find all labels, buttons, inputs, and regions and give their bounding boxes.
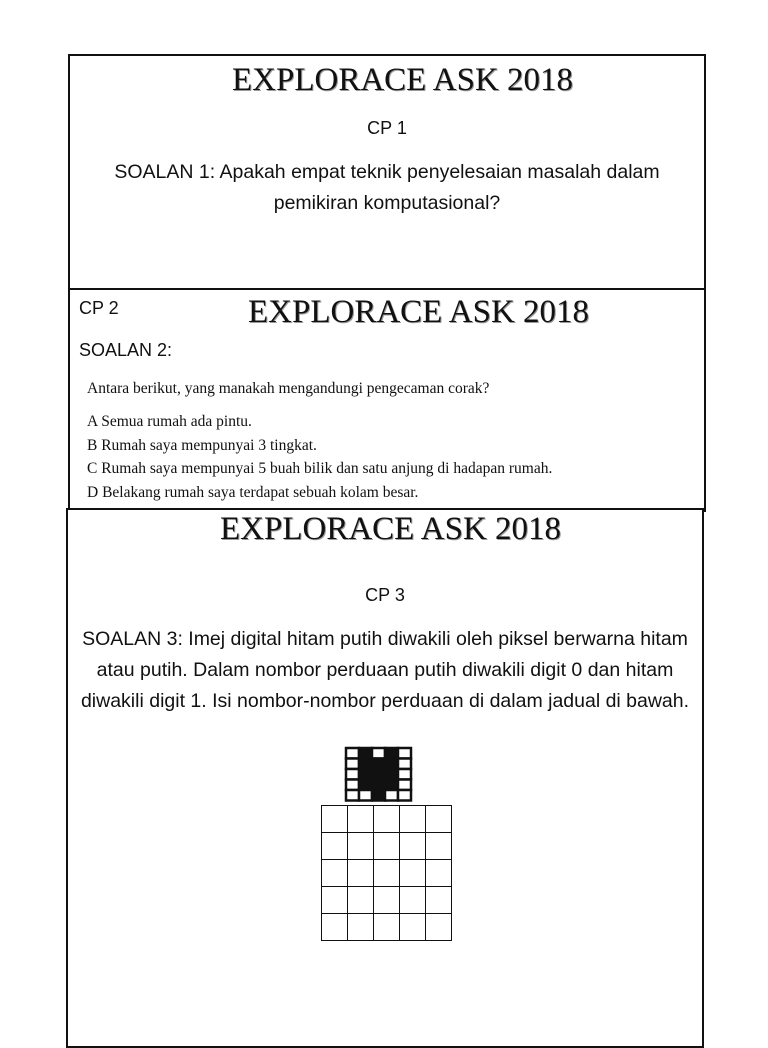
- pixel-black: [372, 769, 385, 780]
- pixel-black: [385, 769, 398, 780]
- checkpoint-label: CP 3: [365, 585, 405, 605]
- pixel-black: [359, 748, 372, 759]
- pixel-black: [372, 790, 385, 801]
- pixel-white: [359, 790, 372, 801]
- pixel-white: [346, 759, 359, 770]
- answer-grid-cell: [426, 806, 452, 833]
- pixel-black: [372, 759, 385, 770]
- pixel-black: [385, 759, 398, 770]
- pixel-white: [398, 748, 411, 759]
- answer-grid-cell: [426, 914, 452, 941]
- checkpoint-card-2: [68, 288, 706, 512]
- answer-grid-row: [322, 860, 452, 887]
- answer-grid-cell: [348, 914, 374, 941]
- answer-grid-cell: [400, 860, 426, 887]
- answer-grid-row: [322, 806, 452, 833]
- pixel-black: [385, 748, 398, 759]
- answer-grid-cell: [374, 806, 400, 833]
- question-text: Antara berikut, yang manakah mengandungi pengecaman corak?: [87, 380, 490, 397]
- answer-grid-cell: [374, 860, 400, 887]
- answer-grid: [321, 805, 452, 941]
- card-title: EXPLORACE ASK 2018: [232, 62, 574, 98]
- answer-grid-cell: [374, 914, 400, 941]
- answer-grid-cell: [400, 914, 426, 941]
- option-a: A Semua rumah ada pintu.: [87, 413, 252, 430]
- option-b: B Rumah saya mempunyai 3 tingkat.: [87, 436, 317, 454]
- answer-grid-cell: [400, 887, 426, 914]
- answer-grid-cell: [426, 887, 452, 914]
- pixel-black: [385, 780, 398, 791]
- checkpoint-card-3: [66, 508, 704, 1048]
- answer-grid-cell: [348, 806, 374, 833]
- pixel-white: [346, 748, 359, 759]
- checkpoint-label: CP 1: [367, 118, 407, 138]
- answer-grid-cell: [426, 860, 452, 887]
- pixel-white: [346, 769, 359, 780]
- card-title: EXPLORACE ASK 2018: [248, 294, 590, 330]
- question-label: SOALAN 2:: [79, 340, 173, 360]
- answer-grid-cell: [374, 887, 400, 914]
- pixel-white: [385, 790, 398, 801]
- answer-grid-cell: [374, 833, 400, 860]
- answer-grid-cell: [400, 833, 426, 860]
- answer-grid-row: [322, 914, 452, 941]
- answer-grid-cell: [348, 860, 374, 887]
- pixel-black: [372, 780, 385, 791]
- pixel-white: [346, 790, 359, 801]
- answer-grid-cell: [322, 887, 348, 914]
- answer-grid-cell: [348, 833, 374, 860]
- pixel-white: [398, 790, 411, 801]
- pixel-white: [398, 759, 411, 770]
- pixel-white: [398, 780, 411, 791]
- pixel-white: [372, 748, 385, 759]
- answer-grid-cell: [322, 833, 348, 860]
- pixel-black: [359, 769, 372, 780]
- checkpoint-card-1: [68, 54, 706, 290]
- question-text: SOALAN 1: Apakah empat teknik penyelesaian masalah dalam pemikiran komputasional?: [114, 161, 660, 214]
- answer-grid-cell: [322, 806, 348, 833]
- pixel-image: [344, 746, 414, 802]
- pixel-white: [398, 769, 411, 780]
- answer-grid-cell: [348, 887, 374, 914]
- answer-grid-row: [322, 887, 452, 914]
- answer-grid-row: [322, 833, 452, 860]
- option-c: C Rumah saya mempunyai 5 buah bilik dan satu anjung di hadapan rumah.: [87, 460, 553, 477]
- answer-grid-cell: [400, 806, 426, 833]
- answer-grid-cell: [322, 914, 348, 941]
- answer-options: [87, 410, 552, 504]
- answer-grid-cell: [426, 833, 452, 860]
- pixel-black: [359, 759, 372, 770]
- card-title: EXPLORACE ASK 2018: [220, 511, 562, 547]
- answer-grid-cell: [322, 860, 348, 887]
- pixel-black: [359, 780, 372, 791]
- checkpoint-label: CP 2: [79, 298, 119, 318]
- question-text: SOALAN 3: Imej digital hitam putih diwakili oleh piksel berwarna hitam atau putih. Dalam nombor perduaan putih diwakili digit 0 dan hitam diwakili digit 1. Isi nombor-nombor perduaan di dalam jadual di bawah.: [80, 628, 690, 712]
- pixel-white: [346, 780, 359, 791]
- option-d: D Belakang rumah saya terdapat sebuah kolam besar.: [87, 483, 419, 501]
